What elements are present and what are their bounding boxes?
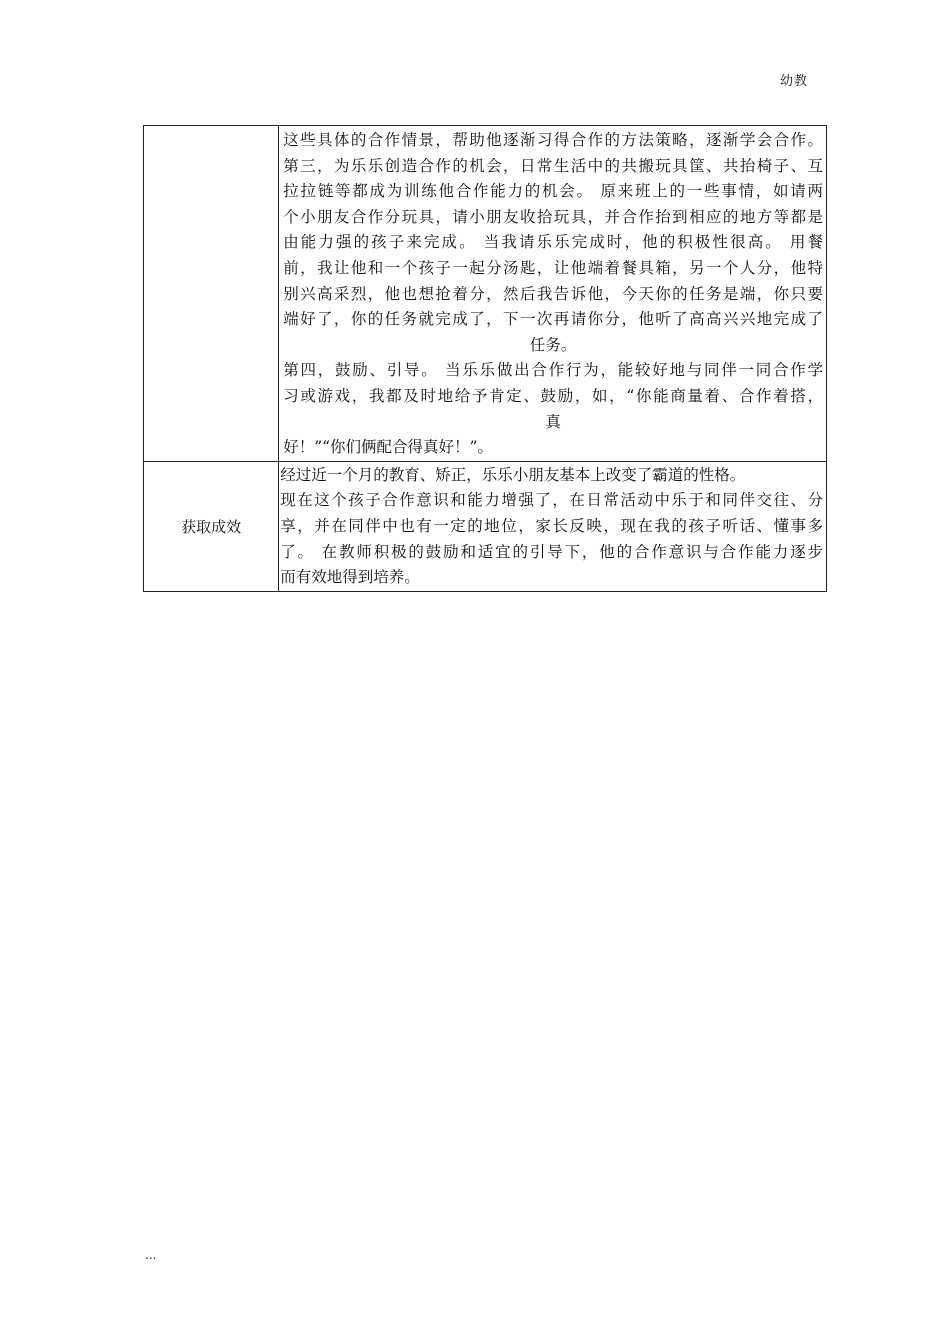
text-line: 好！”“你们俩配合得真好！”。 <box>283 438 493 457</box>
table-row-strategies <box>144 126 827 462</box>
text-line: 拉拉链等都成为训练他合作能力的机会。 原来班上的一些事情，如请两 <box>283 182 823 201</box>
text-line: 了。 在教师积极的鼓励和适宜的引导下，他的合作意识与合作能力逐步 <box>280 542 823 561</box>
text-line: 经过近一个月的教育、矫正，乐乐小朋友基本上改变了霸道的性格。 <box>280 465 746 484</box>
text-line: 习或游戏，我都及时地给予肯定、鼓励，如，“你能商量着、合作着搭， <box>283 386 823 405</box>
table-row-results <box>144 461 827 591</box>
text-line: 享，并在同伴中也有一定的地位，家长反映，现在我的孩子听话、懂事多 <box>280 516 823 535</box>
text-line: 由能力强的孩子来完成。 当我请乐乐完成时，他的积极性很高。 用餐 <box>283 233 823 252</box>
page-header: 幼教 <box>780 74 809 89</box>
text-line: 任务。 <box>529 335 577 354</box>
text-line: 而有效地得到培养。 <box>280 568 420 587</box>
paragraph-lines <box>283 128 823 461</box>
text-line: 个小朋友合作分玩具，请小朋友收拾玩具，并合作抬到相应的地方等都是 <box>283 207 823 226</box>
paragraph-lines <box>280 463 823 591</box>
row-content-strategies <box>279 126 827 462</box>
text-line: 现在这个孩子合作意识和能力增强了，在日常活动中乐于和同伴交往、分 <box>280 491 823 510</box>
case-table <box>143 125 827 592</box>
text-line: 别兴高采烈，他也想抢着分，然后我告诉他，今天你的任务是端，你只要 <box>283 284 823 303</box>
text-line: 第四，鼓励、引导。 当乐乐做出合作行为，能较好地与同伴一同合作学 <box>283 361 823 380</box>
text-line: 第三，为乐乐创造合作的机会，日常生活中的共搬玩具筐、共抬椅子、互 <box>283 156 823 175</box>
row-label-empty <box>144 126 279 462</box>
row-label-results: 获取成效 <box>144 461 279 591</box>
text-line: 这些具体的合作情景，帮助他逐渐习得合作的方法策略，逐渐学会合作。 <box>283 131 823 149</box>
text-line: 端好了，你的任务就完成了，下一次再请你分，他听了高高兴兴地完成了 <box>283 310 823 329</box>
row-content-results <box>279 461 827 591</box>
page-footer: ... <box>145 1248 157 1262</box>
text-line: 前，我让他和一个孩子一起分汤匙，让他端着餐具箱，另一个人分，他特 <box>283 258 823 277</box>
text-line: 真 <box>545 412 561 431</box>
